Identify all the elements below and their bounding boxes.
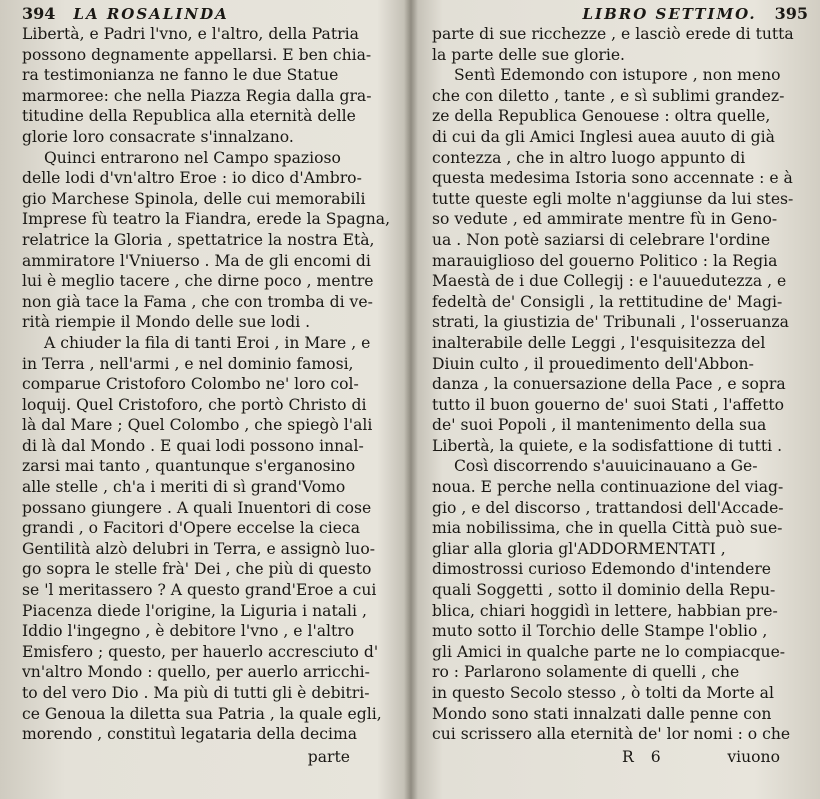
right-running-title: LIBRO SETTIMO. (582, 5, 757, 23)
text-line: in Terra , nell'armi , e nel dominio famosi, (22, 354, 354, 373)
text-line: glorie loro consacrate s'innalzano. (22, 127, 294, 146)
text-line: se 'l meritassero ? A questo grand'Eroe a cui (22, 581, 377, 600)
text-line: Piacenza diede l'origine, la Liguria i natali , (22, 601, 367, 620)
text-line: mia nobilissima, che in quella Città può sue- (432, 519, 783, 538)
text-line: to del vero Dio . Ma più di tutti gli è debitri- (22, 684, 370, 702)
text-line: non già tace la Fama , che con tromba di ve- (22, 292, 373, 311)
text-line: danza , la conuersazione della Pace , e sopra (432, 375, 786, 394)
text-line: muto sotto il Torchio delle Stampe l'oblio , (432, 622, 768, 641)
text-line: Sentì Edemondo con istupore , non meno (454, 66, 781, 85)
text-line: là dal Mare ; Quel Colombo , che spiegò l'ali (22, 416, 373, 435)
right-page (418, 0, 820, 799)
text-line: rità riempie il Mondo delle sue lodi . (22, 313, 311, 332)
text-line: noua. E perche nella continuazione del viag- (432, 478, 784, 497)
text-line: Così discorrendo s'auuicinauano a Ge- (454, 457, 758, 476)
text-line: ua . Non potè saziarsi di celebrare l'ordine (432, 230, 771, 249)
text-line: comparue Cristoforo Colombo ne' loro col- (22, 375, 359, 394)
text-line: titudine della Republica alla eternità delle (22, 107, 356, 126)
text-line: cui scrissero alla eternità de' lor nomi : o che (432, 725, 791, 744)
text-line: strati, la giustizia de' Tribunali , l'osseruanza (432, 313, 789, 332)
text-line: ammiratore l'Vniuerso . Ma de gli encomi di (22, 251, 371, 270)
text-line: inalterabile delle Leggi , l'esquisitezza del (432, 333, 766, 352)
text-line: marmoree: che nella Piazza Regia dalla gra- (22, 86, 372, 105)
text-line: morendo , constituì legataria della decima (22, 725, 358, 744)
right-running-head (432, 4, 808, 24)
left-page-number: 394 (22, 4, 56, 23)
text-line: blica, chiari hoggidì in lettere, habbian pre- (432, 601, 778, 620)
text-line: Maestà de i due Collegij : e l'auuedutezza , e (432, 272, 787, 291)
text-line: so vedute , ed ammirate mentre fù in Geno- (432, 210, 778, 229)
text-line: questa medesima Istoria sono accennate : e à (432, 169, 793, 188)
text-line: marauiglioso del gouerno Politico : la Regia (432, 251, 778, 270)
text-line: loquij. Quel Cristoforo, che portò Christo di (22, 395, 367, 414)
left-running-title: LA ROSALINDA (73, 5, 229, 23)
text-line: di là dal Mondo . E quai lodi possono innal- (22, 436, 364, 455)
text-line: A chiuder la fila di tanti Eroi , in Mare , e (44, 333, 371, 352)
text-line: Imprese fù teatro la Fiandra, erede la Spagna, (22, 210, 390, 229)
text-line: tutto il buon gouerno de' suoi Stati , l'affetto (432, 395, 785, 414)
text-line: Libertà, la quiete, e la sodisfattione di tutti . (432, 436, 783, 455)
right-catchword-line (432, 747, 808, 767)
text-line: la parte delle sue glorie. (432, 45, 626, 64)
text-line: ze della Republica Genouese : oltra quelle, (432, 107, 771, 126)
text-line: Emisfero ; questo, per hauerlo accresciuto d' (22, 642, 379, 661)
text-line: grandi , o Facitori d'Opere eccelse la cieca (22, 519, 361, 538)
text-line: che con diletto , tante , e sì sublimi grandez- (432, 86, 785, 105)
text-line: gio Marchese Spinola, delle cui memorabili (22, 189, 366, 208)
text-line: di cui da gli Amici Inglesi auea auuto di già (432, 127, 775, 146)
text-line: gliar alla gloria gl'ADDORMENTATI , (432, 539, 726, 558)
text-line: fedeltà de' Consigli , la rettitudine de' Magi- (432, 292, 783, 311)
signature-mark: R 6 (622, 747, 667, 766)
right-body-text (432, 24, 808, 745)
text-line: tutte queste egli molte n'aggiunse da lui stes- (432, 189, 794, 208)
left-body-text (22, 24, 390, 745)
text-line: Quinci entrarono nel Campo spazioso (44, 148, 341, 167)
text-line: go sopra le stelle frà' Dei , che più di questo (22, 560, 372, 579)
text-line: delle lodi d'vn'altro Eroe : io dico d'Ambro- (22, 169, 362, 188)
text-line: Mondo sono stati innalzati dalle penne con (432, 704, 772, 723)
text-line: Diuin culto , il prouedimento dell'Abbon- (432, 354, 754, 373)
text-line: contezza , che in altro luogo appunto di (432, 148, 746, 167)
text-line: gio , e del discorso , trattandosi dell'Accade- (432, 498, 784, 517)
text-line: zarsi mai tanto , quantunque s'erganosino (22, 457, 356, 476)
left-page (0, 0, 404, 799)
text-line: quali Soggetti , sotto il dominio della Repu- (432, 581, 776, 600)
left-running-head (22, 4, 390, 24)
text-line: Gentilità alzò delubri in Terra, e assignò luo- (22, 539, 375, 558)
text-line: Iddio l'ingegno , è debitore l'vno , e l'altro (22, 622, 355, 641)
text-line: possano giungere . A quali Inuentori di cose (22, 498, 372, 517)
text-line: ce Genoua la diletta sua Patria , la quale egli, (22, 704, 382, 723)
text-line: in questo Secolo stesso , ò tolti da Morte al (432, 684, 774, 702)
text-line: relatrice la Gloria , spettatrice la nostra Età, (22, 230, 375, 249)
text-line: alle stelle , ch'a i meriti di sì grand'Vomo (22, 478, 346, 497)
text-line: ro : Parlarono solamente di quelli , che (432, 663, 740, 682)
text-line: possono degnamente appellarsi. E ben chia- (22, 45, 372, 64)
left-catchword-line (22, 747, 390, 767)
text-line: Libertà, e Padri l'vno, e l'altro, della Patria (22, 25, 359, 43)
text-line: lui è meglio tacere , che dirne poco , mentre (22, 272, 374, 291)
right-catchword: viuono (727, 747, 780, 766)
left-catchword: parte (307, 747, 350, 766)
text-line: gli Amici in qualche parte ne lo compiacque- (432, 642, 786, 661)
text-line: parte di sue ricchezze , e lasciò erede di tutta (432, 25, 794, 43)
text-line: dimostrossi curioso Edemondo d'intendere (432, 560, 772, 579)
right-page-number: 395 (774, 4, 808, 23)
page-gutter (404, 0, 418, 799)
text-line: de' suoi Popoli , il mantenimento della sua (432, 416, 767, 435)
text-line: ra testimonianza ne fanno le due Statue (22, 66, 339, 85)
text-line: vn'altro Mondo : quello, per auerlo arricchi- (22, 663, 370, 682)
